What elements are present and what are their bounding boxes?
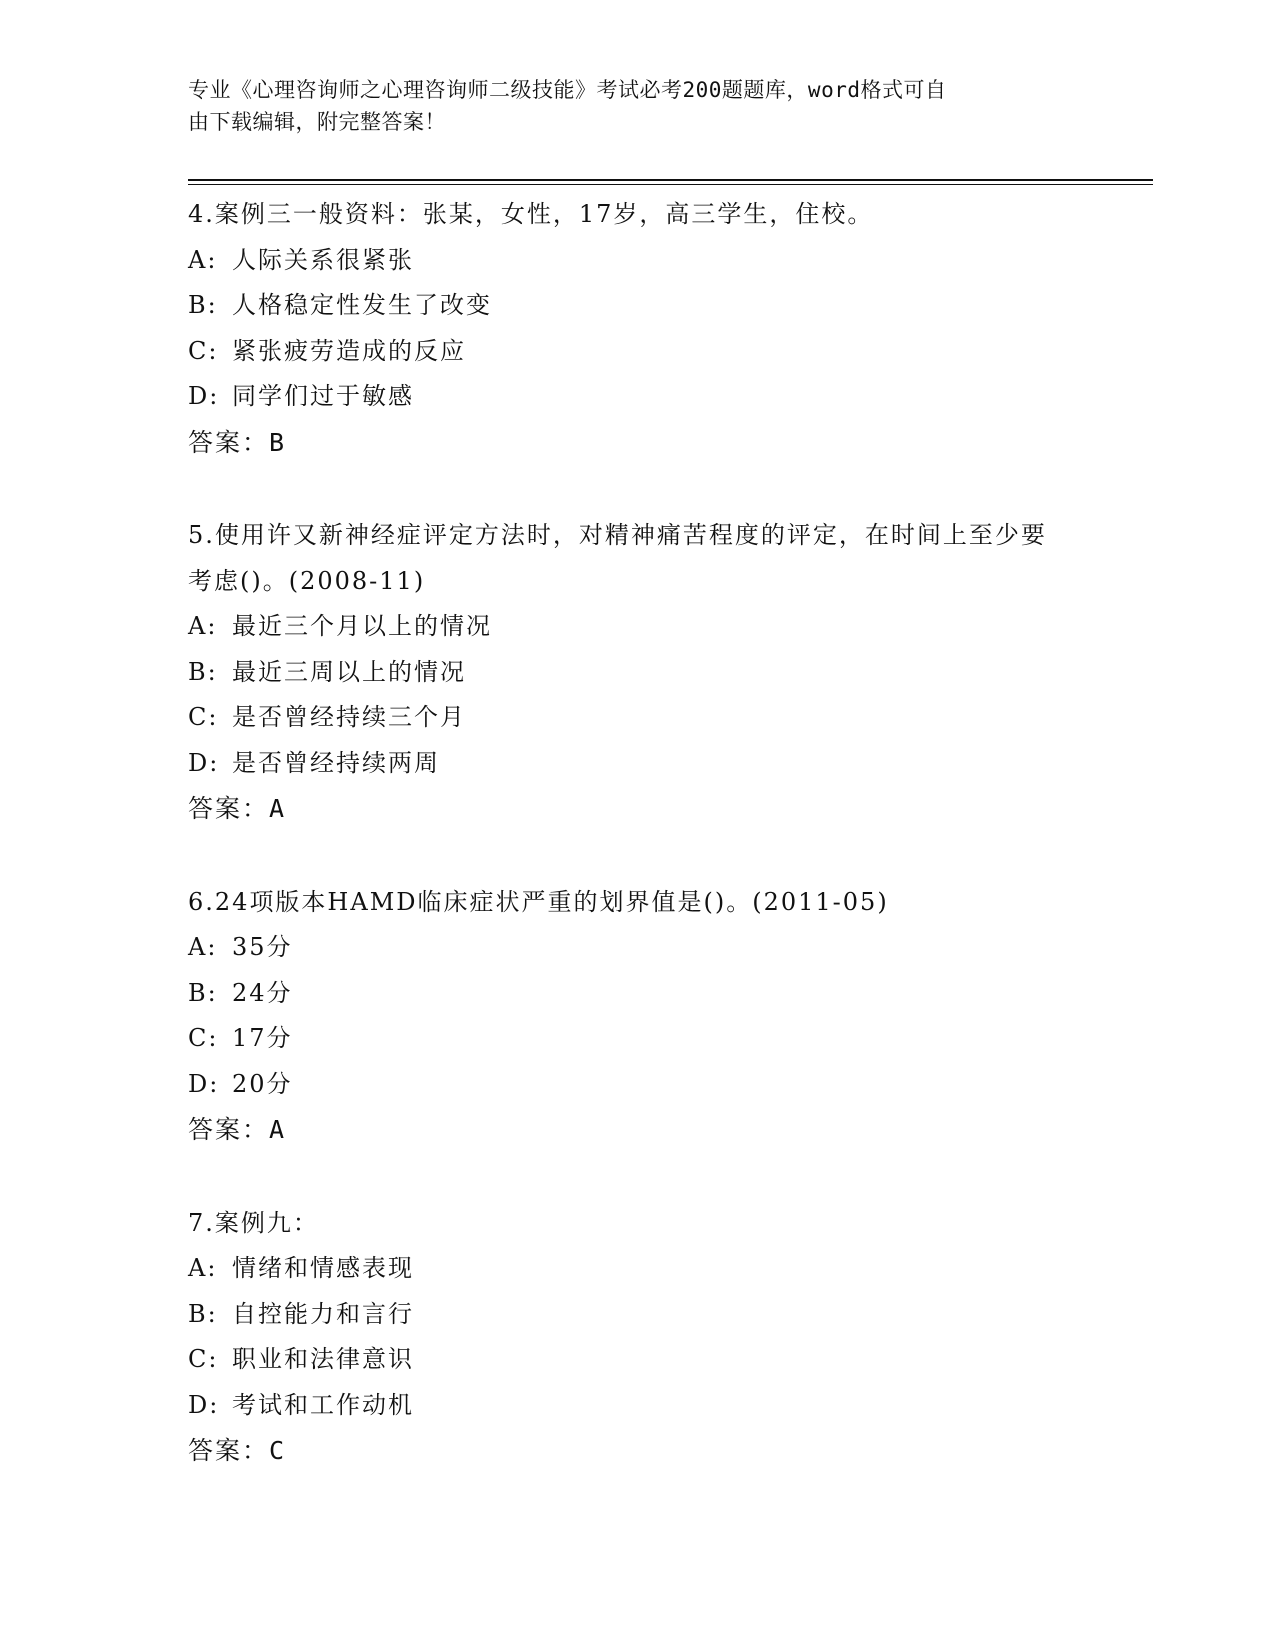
question-text: 5.使用许又新神经症评定方法时，对精神痛苦程度的评定，在时间上至少要考虑()。(2008-11) <box>188 521 1047 595</box>
option-text: 人际关系很紧张 <box>232 245 414 274</box>
question-item <box>188 192 1068 465</box>
header-divider-thin <box>188 184 1153 185</box>
option-list <box>188 925 1068 1107</box>
option-letter: A: <box>188 612 218 640</box>
option-b <box>188 283 1068 329</box>
option-text: 是否曾经持续三个月 <box>232 703 466 731</box>
header-line-2: 由下载编辑，附完整答案！ <box>188 110 446 134</box>
option-list <box>188 238 1068 420</box>
option-text: 自控能力和言行 <box>232 1299 414 1328</box>
question-item <box>188 513 1068 832</box>
answer-text: 答案：C <box>188 1436 287 1465</box>
option-text: 最近三个月以上的情况 <box>232 612 492 640</box>
option-text: 35分 <box>232 933 293 961</box>
header-line-1: 专业《心理咨询师之心理咨询师二级技能》考试必考200题题库，word格式可自 <box>188 78 947 102</box>
option-letter: C: <box>188 1024 219 1052</box>
option-letter: A: <box>188 933 218 961</box>
option-text: 考试和工作动机 <box>232 1390 414 1419</box>
option-list <box>188 604 1068 786</box>
option-letter: B: <box>188 291 218 319</box>
option-text: 20分 <box>232 1069 293 1098</box>
option-d <box>188 1383 1068 1429</box>
option-a <box>188 925 1068 971</box>
option-letter: B: <box>188 657 218 686</box>
option-list <box>188 1246 1068 1428</box>
question-list <box>188 192 1068 1522</box>
option-text: 同学们过于敏感 <box>232 382 414 410</box>
question-item <box>188 1201 1068 1474</box>
answer-text: 答案：A <box>188 1115 287 1144</box>
option-text: 人格稳定性发生了改变 <box>232 291 492 319</box>
option-text: 紧张疲劳造成的反应 <box>232 336 466 365</box>
header-divider-thick <box>188 179 1153 181</box>
option-letter: C: <box>188 1345 219 1373</box>
option-letter: D: <box>188 1390 220 1419</box>
option-b <box>188 650 1068 696</box>
option-letter: B: <box>188 978 218 1007</box>
option-b <box>188 971 1068 1017</box>
question-text: 6.24项版本HAMD临床症状严重的划界值是()。(2011-05) <box>188 887 889 916</box>
document-header <box>188 74 1068 138</box>
option-c <box>188 1016 1068 1062</box>
answer-text: 答案：A <box>188 794 287 823</box>
option-letter: D: <box>188 748 220 777</box>
option-b <box>188 1292 1068 1338</box>
option-letter: A: <box>188 245 218 274</box>
option-letter: D: <box>188 1069 220 1098</box>
option-letter: D: <box>188 382 220 410</box>
option-text: 最近三周以上的情况 <box>232 657 466 686</box>
option-d <box>188 1062 1068 1108</box>
option-c <box>188 695 1068 741</box>
option-a <box>188 604 1068 650</box>
question-item <box>188 880 1068 1153</box>
option-a <box>188 1246 1068 1292</box>
option-text: 是否曾经持续两周 <box>232 748 440 777</box>
option-a <box>188 238 1068 284</box>
question-text: 7.案例九： <box>188 1208 319 1237</box>
option-text: 职业和法律意识 <box>232 1345 414 1373</box>
option-d <box>188 374 1068 420</box>
option-text: 24分 <box>232 978 293 1007</box>
option-c <box>188 329 1068 375</box>
option-letter: C: <box>188 336 219 365</box>
option-d <box>188 741 1068 787</box>
answer-text: 答案：B <box>188 427 287 457</box>
option-letter: C: <box>188 703 219 731</box>
option-text: 17分 <box>232 1024 293 1052</box>
question-text: 4.案例三一般资料：张某，女性，17岁，高三学生，住校。 <box>188 200 874 228</box>
option-text: 情绪和情感表现 <box>232 1254 414 1282</box>
option-c <box>188 1337 1068 1383</box>
option-letter: B: <box>188 1299 218 1328</box>
option-letter: A: <box>188 1254 218 1282</box>
